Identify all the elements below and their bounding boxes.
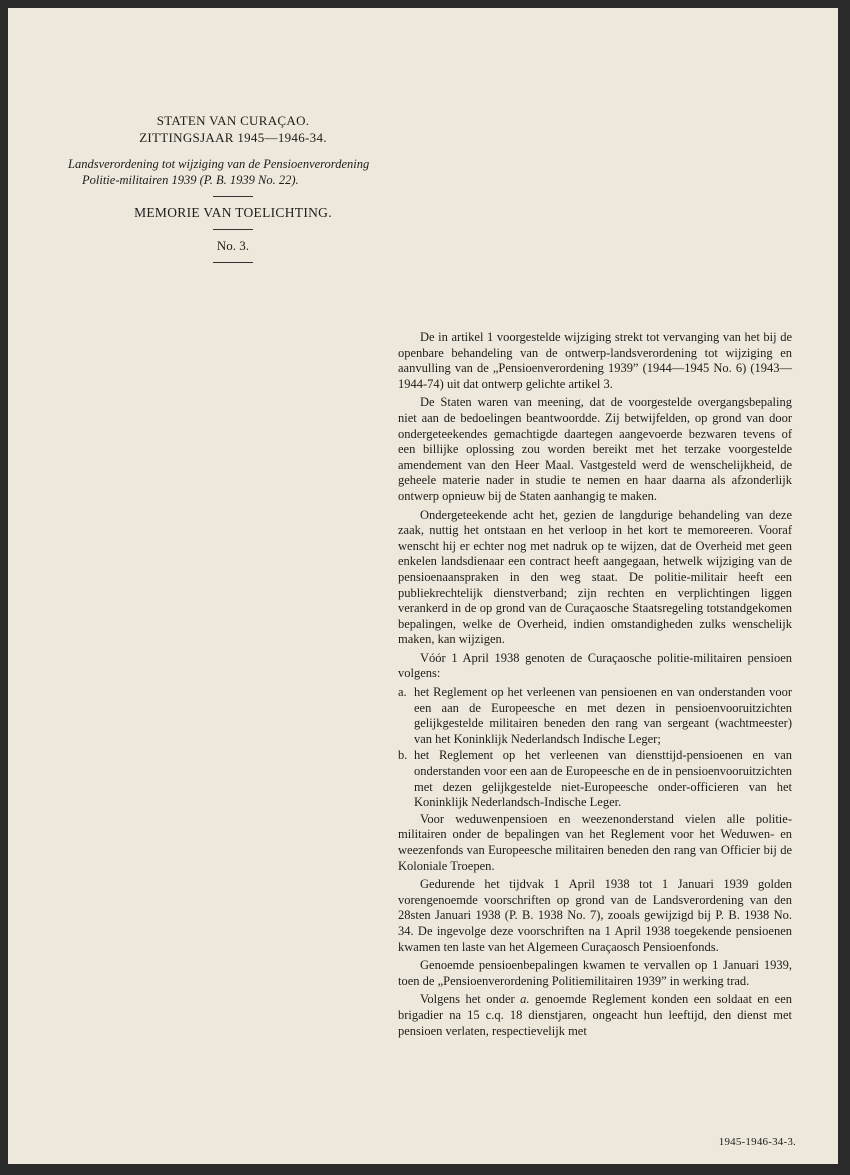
- text-run: genoemde Reglement konden een soldaat en een brigadier na 15 c.q. 18 dienstjaren, ongeacht hun leeftijd, den dienst met pensioen verlaten, respectievelijk met: [398, 992, 792, 1038]
- list-item: [398, 685, 792, 747]
- list-label: a.: [398, 685, 407, 700]
- list-text: het Reglement op het verleenen van pensioenen en van onderstanden voor een aan de Europeesche en met dezen in pensioenvooruitzichten gelijkgestelde militairen beneden den rang van sergeant (wachtmeester) van het Koninklijk Nederlandsch Indische Leger;: [414, 685, 792, 746]
- session-year: ZITTINGSJAAR 1945—1946-34.: [139, 130, 327, 145]
- text-run-italic: a.: [520, 992, 530, 1007]
- paragraph: Ondergeteekende acht het, gezien de langdurige behandeling van deze zaak, nuttig het ontstaan en het verloop in het kort te memoreeren. Vooraf wenscht hij er echter nog met nadruk op te wijzen, dat de Overheid met geen enkelen landsdienaar een contract heeft aangegaan, hetwelk wijziging van de pensioenaanspraken in den weg staat. De politie-militair heeft een publiekrechtelijk dienstverband; zijn rechten en verplichtingen liggen verankerd in de op grond van de Curaçaosche Staatsregeling totstandgekomen bepalingen, welke de Overheid, indien omstandigheden zulks wenschelijk maken, kan wijzigen.: [398, 507, 792, 647]
- paragraph: Genoemde pensioenbepalingen kwamen te vervallen op 1 Januari 1939, toen de „Pensioenverordening Politiemilitairen 1939” in werking trad.: [398, 958, 792, 988]
- document-page: [8, 8, 838, 1164]
- assembly-title: STATEN VAN CURAÇAO.: [156, 113, 310, 128]
- document-type: MEMORIE VAN TOELICHTING.: [134, 205, 332, 220]
- paragraph: Vóór 1 April 1938 genoten de Curaçaosche politie-militairen pensioen volgens:: [398, 650, 792, 681]
- paragraph: De in artikel 1 voorgestelde wijziging strekt tot vervanging van het bij de openbare behandeling van de ontwerp-landsverordening tot wijziging en aanvulling van de „Pensioenverordening 1939” (1944—1945 No. 6) (1943—1944-74) uit dat ontwerp gelichte artikel 3.: [398, 330, 792, 391]
- list-item: [398, 748, 792, 810]
- list-label: b.: [398, 748, 408, 763]
- paragraph: De Staten waren van meening, dat de voorgestelde overgangsbepaling niet aan de bedoelingen beantwoordde. Zij betwijfelden, op grond van door ondergeteekendes gemachtigde daartegen aangevoerde bezwaren tevens of een billijke oplossing zou worden bereikt met het terzake voorgestelde amendement van den Heer Maal. Vastgesteld werd de wenschelijkheid, de geheele materie nader in studie te nemen en haar daarna als afzonderlijk ontwerp opnieuw bij de Staten aanhangig te maken.: [398, 395, 792, 503]
- paragraph: [398, 992, 792, 1039]
- text-run: Volgens het onder: [420, 992, 521, 1007]
- page-code: 1945-1946-34-3.: [718, 1136, 796, 1148]
- document-body: [398, 330, 792, 1042]
- divider: [213, 262, 253, 263]
- divider: [213, 229, 253, 230]
- subject-title: Landsverordening tot wijziging van de Pensioenverordening Politie-militairen 1939 (P. B. 1939 No. 22).: [68, 157, 370, 187]
- paragraph: Voor weduwenpensioen en weezenonderstand vielen alle politie-militairen onder de bepalingen van het Reglement voor het Weduwen- en weezenfonds van Europeesche militairen beneden den rang van Officier bij de Koloniale Troepen.: [398, 811, 792, 873]
- paragraph: Gedurende het tijdvak 1 April 1938 tot 1 Januari 1939 golden vorengenoemde voorschriften op grond van de Landsverordening van den 28sten Januari 1938 (P. B. 1938 No. 7), zooals gewijzigd bij P. B. 1938 No. 34. De ingevolge deze voorschriften na 1 April 1938 toegekende pensioenen kwamen ten laste van het Algemeen Curaçaosch Pensioenfonds.: [398, 877, 792, 954]
- document-number: No. 3.: [216, 238, 250, 253]
- divider: [213, 196, 253, 197]
- list-text: het Reglement op het verleenen van diensttijd-pensioenen en van onderstanden voor een aan de Europeesche en de in pensioenvooruitzichten met dezen gelijkgestelde niet-Europeesche onder-officieren van het Koninklijk Nederlandsch-Indische Leger.: [414, 748, 792, 810]
- document-header: [68, 112, 398, 271]
